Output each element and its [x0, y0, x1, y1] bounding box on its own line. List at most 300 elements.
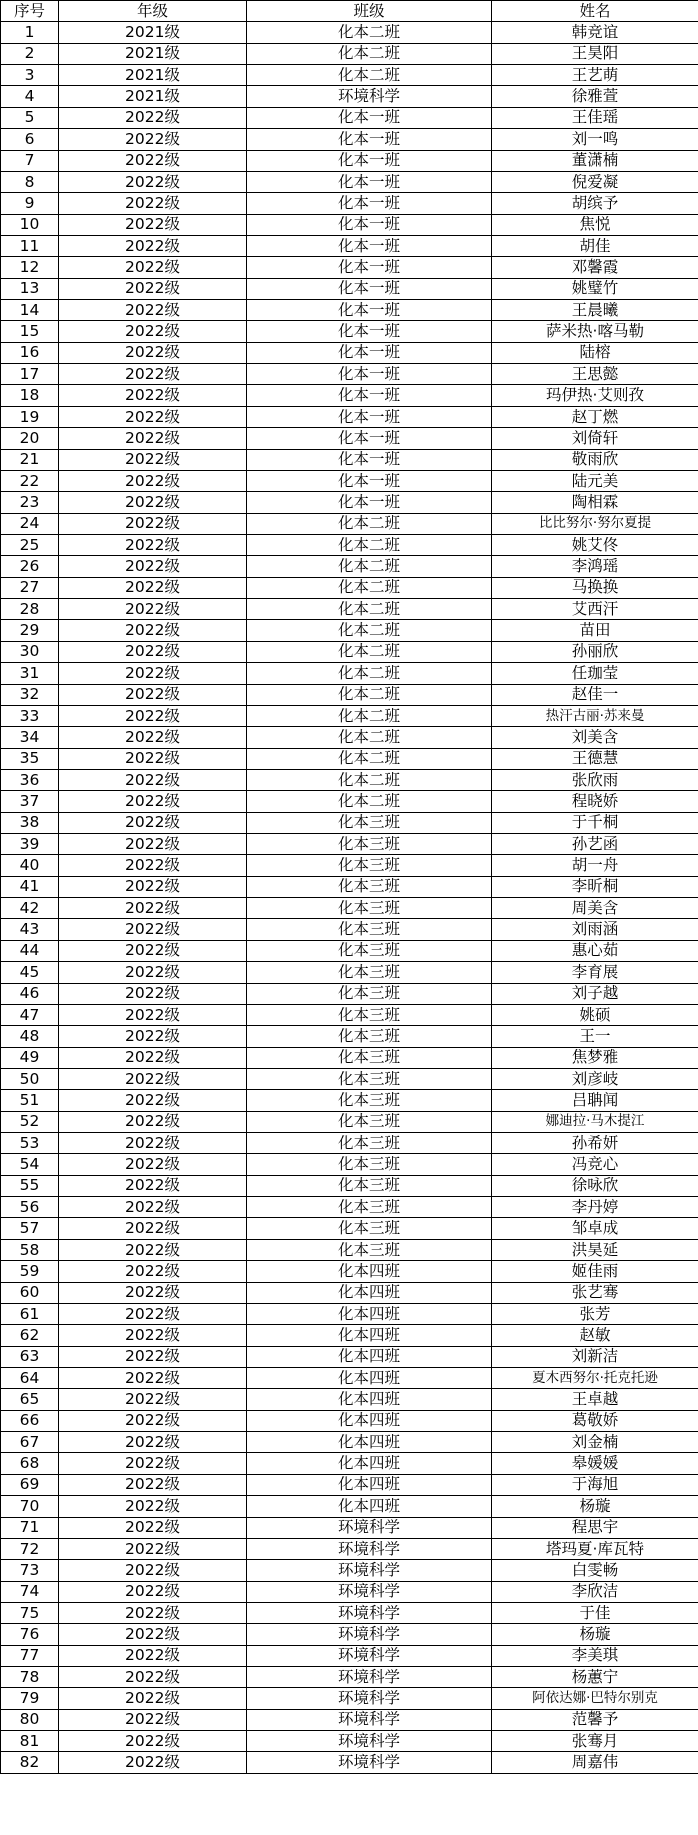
- row-grade-cell: 2022级: [59, 1453, 247, 1474]
- row-index-cell: 63: [1, 1346, 59, 1367]
- row-class-cell: 化本四班: [247, 1474, 492, 1495]
- row-index-cell: 58: [1, 1239, 59, 1260]
- row-name-cell: 阿依达娜·巴特尔别克: [492, 1688, 698, 1709]
- row-index-cell: 55: [1, 1175, 59, 1196]
- table-row: [1, 1538, 698, 1559]
- row-class-cell: 化本三班: [247, 876, 492, 897]
- row-grade-cell: 2022级: [59, 1538, 247, 1559]
- row-grade-cell: 2022级: [59, 1090, 247, 1111]
- row-index-cell: 15: [1, 321, 59, 342]
- table-row: [1, 428, 698, 449]
- row-name-cell: 胡一舟: [492, 855, 698, 876]
- row-name-cell: 孙丽欣: [492, 641, 698, 662]
- row-name-cell: 葛敬娇: [492, 1410, 698, 1431]
- row-index-cell: 33: [1, 705, 59, 726]
- row-grade-cell: 2022级: [59, 1474, 247, 1495]
- row-class-cell: 化本二班: [247, 727, 492, 748]
- table-row: [1, 1004, 698, 1025]
- table-row: [1, 278, 698, 299]
- row-index-cell: 8: [1, 171, 59, 192]
- row-index-cell: 43: [1, 919, 59, 940]
- table-row: [1, 876, 698, 897]
- row-grade-cell: 2022级: [59, 855, 247, 876]
- row-class-cell: 化本三班: [247, 1111, 492, 1132]
- table-row: [1, 1068, 698, 1089]
- row-grade-cell: 2022级: [59, 300, 247, 321]
- row-name-cell: 王卓越: [492, 1389, 698, 1410]
- table-row: [1, 150, 698, 171]
- row-index-cell: 5: [1, 107, 59, 128]
- row-grade-cell: 2022级: [59, 705, 247, 726]
- row-grade-cell: 2022级: [59, 1517, 247, 1538]
- row-name-cell: 孙希妍: [492, 1133, 698, 1154]
- row-name-cell: 程晓娇: [492, 791, 698, 812]
- row-index-cell: 71: [1, 1517, 59, 1538]
- row-index-cell: 42: [1, 898, 59, 919]
- table-row: [1, 321, 698, 342]
- table-row: [1, 556, 698, 577]
- row-name-cell: 胡佳: [492, 235, 698, 256]
- row-name-cell: 张艺骞: [492, 1282, 698, 1303]
- row-name-cell: 刘新洁: [492, 1346, 698, 1367]
- row-class-cell: 化本二班: [247, 748, 492, 769]
- table-row: [1, 107, 698, 128]
- row-grade-cell: 2022级: [59, 235, 247, 256]
- table-row: [1, 1261, 698, 1282]
- row-name-cell: 刘一鸣: [492, 129, 698, 150]
- header-index: 序号: [1, 1, 59, 22]
- row-name-cell: 皋媛媛: [492, 1453, 698, 1474]
- row-grade-cell: 2022级: [59, 1004, 247, 1025]
- row-grade-cell: 2022级: [59, 684, 247, 705]
- table-row: [1, 257, 698, 278]
- table-row: [1, 43, 698, 64]
- row-class-cell: 化本四班: [247, 1453, 492, 1474]
- row-grade-cell: 2022级: [59, 1154, 247, 1175]
- row-index-cell: 25: [1, 534, 59, 555]
- table-row: [1, 983, 698, 1004]
- row-name-cell: 李美琪: [492, 1645, 698, 1666]
- row-grade-cell: 2022级: [59, 556, 247, 577]
- row-class-cell: 化本四班: [247, 1368, 492, 1389]
- row-index-cell: 39: [1, 834, 59, 855]
- row-index-cell: 17: [1, 364, 59, 385]
- table-row: [1, 1218, 698, 1239]
- table-row: [1, 1303, 698, 1324]
- table-row: [1, 1090, 698, 1111]
- row-index-cell: 11: [1, 235, 59, 256]
- row-class-cell: 化本四班: [247, 1389, 492, 1410]
- row-index-cell: 37: [1, 791, 59, 812]
- table-row: [1, 962, 698, 983]
- row-grade-cell: 2022级: [59, 342, 247, 363]
- row-name-cell: 刘倚轩: [492, 428, 698, 449]
- row-index-cell: 12: [1, 257, 59, 278]
- row-index-cell: 19: [1, 406, 59, 427]
- table-row: [1, 834, 698, 855]
- row-grade-cell: 2022级: [59, 769, 247, 790]
- row-name-cell: 杨璇: [492, 1624, 698, 1645]
- row-class-cell: 化本一班: [247, 150, 492, 171]
- row-grade-cell: 2022级: [59, 1111, 247, 1132]
- row-class-cell: 化本三班: [247, 1239, 492, 1260]
- row-class-cell: 化本三班: [247, 1026, 492, 1047]
- row-grade-cell: 2022级: [59, 428, 247, 449]
- table-row: [1, 940, 698, 961]
- row-index-cell: 26: [1, 556, 59, 577]
- row-name-cell: 王昊阳: [492, 43, 698, 64]
- row-name-cell: 李丹婷: [492, 1197, 698, 1218]
- row-index-cell: 81: [1, 1731, 59, 1752]
- row-index-cell: 9: [1, 193, 59, 214]
- table-row: [1, 1325, 698, 1346]
- row-index-cell: 28: [1, 599, 59, 620]
- row-index-cell: 3: [1, 65, 59, 86]
- table-row: [1, 641, 698, 662]
- table-row: [1, 1709, 698, 1730]
- table-row: [1, 492, 698, 513]
- row-index-cell: 56: [1, 1197, 59, 1218]
- table-row: [1, 534, 698, 555]
- row-class-cell: 化本一班: [247, 321, 492, 342]
- row-index-cell: 41: [1, 876, 59, 897]
- row-index-cell: 80: [1, 1709, 59, 1730]
- row-class-cell: 化本三班: [247, 1175, 492, 1196]
- row-index-cell: 66: [1, 1410, 59, 1431]
- row-name-cell: 萨米热·喀马勒: [492, 321, 698, 342]
- row-class-cell: 化本三班: [247, 1154, 492, 1175]
- table-row: [1, 193, 698, 214]
- row-class-cell: 化本二班: [247, 641, 492, 662]
- row-grade-cell: 2022级: [59, 1645, 247, 1666]
- row-name-cell: 比比努尔·努尔夏提: [492, 513, 698, 534]
- header-row: [1, 1, 698, 22]
- row-grade-cell: 2022级: [59, 364, 247, 385]
- row-grade-cell: 2022级: [59, 1667, 247, 1688]
- row-class-cell: 化本四班: [247, 1261, 492, 1282]
- row-index-cell: 69: [1, 1474, 59, 1495]
- table-row: [1, 1560, 698, 1581]
- row-grade-cell: 2022级: [59, 1325, 247, 1346]
- table-row: [1, 1282, 698, 1303]
- row-class-cell: 化本一班: [247, 470, 492, 491]
- row-grade-cell: 2022级: [59, 1624, 247, 1645]
- row-grade-cell: 2022级: [59, 385, 247, 406]
- row-index-cell: 62: [1, 1325, 59, 1346]
- table-row: [1, 385, 698, 406]
- row-grade-cell: 2022级: [59, 1239, 247, 1260]
- row-grade-cell: 2021级: [59, 43, 247, 64]
- table-row: [1, 1432, 698, 1453]
- table-row: [1, 470, 698, 491]
- row-name-cell: 娜迪拉·马木提江: [492, 1111, 698, 1132]
- row-index-cell: 48: [1, 1026, 59, 1047]
- row-name-cell: 赵敏: [492, 1325, 698, 1346]
- row-class-cell: 化本一班: [247, 406, 492, 427]
- row-index-cell: 1: [1, 22, 59, 43]
- table-row: [1, 1346, 698, 1367]
- row-name-cell: 王佳瑶: [492, 107, 698, 128]
- row-index-cell: 44: [1, 940, 59, 961]
- row-grade-cell: 2022级: [59, 641, 247, 662]
- row-grade-cell: 2022级: [59, 1602, 247, 1623]
- row-grade-cell: 2022级: [59, 1432, 247, 1453]
- row-grade-cell: 2022级: [59, 620, 247, 641]
- row-grade-cell: 2022级: [59, 492, 247, 513]
- table-row: [1, 86, 698, 107]
- row-grade-cell: 2022级: [59, 599, 247, 620]
- row-grade-cell: 2021级: [59, 65, 247, 86]
- row-name-cell: 艾西汗: [492, 599, 698, 620]
- table-row: [1, 1389, 698, 1410]
- row-index-cell: 65: [1, 1389, 59, 1410]
- table-body: [1, 22, 698, 1773]
- table-row: [1, 1047, 698, 1068]
- row-grade-cell: 2022级: [59, 1731, 247, 1752]
- row-grade-cell: 2022级: [59, 406, 247, 427]
- header-grade: 年级: [59, 1, 247, 22]
- row-grade-cell: 2022级: [59, 449, 247, 470]
- row-index-cell: 82: [1, 1752, 59, 1773]
- table-row: [1, 919, 698, 940]
- row-index-cell: 53: [1, 1133, 59, 1154]
- row-class-cell: 化本一班: [247, 385, 492, 406]
- row-index-cell: 73: [1, 1560, 59, 1581]
- table-row: [1, 599, 698, 620]
- row-class-cell: 环境科学: [247, 1538, 492, 1559]
- row-index-cell: 40: [1, 855, 59, 876]
- row-name-cell: 王德慧: [492, 748, 698, 769]
- row-class-cell: 化本一班: [247, 107, 492, 128]
- row-grade-cell: 2022级: [59, 940, 247, 961]
- row-grade-cell: 2022级: [59, 919, 247, 940]
- row-grade-cell: 2022级: [59, 1068, 247, 1089]
- row-grade-cell: 2022级: [59, 321, 247, 342]
- row-class-cell: 化本三班: [247, 1047, 492, 1068]
- table-row: [1, 449, 698, 470]
- row-name-cell: 王思懿: [492, 364, 698, 385]
- row-index-cell: 64: [1, 1368, 59, 1389]
- row-class-cell: 化本二班: [247, 769, 492, 790]
- table-row: [1, 171, 698, 192]
- row-class-cell: 化本四班: [247, 1303, 492, 1324]
- row-index-cell: 16: [1, 342, 59, 363]
- row-index-cell: 23: [1, 492, 59, 513]
- row-name-cell: 周美含: [492, 898, 698, 919]
- row-class-cell: 化本三班: [247, 1133, 492, 1154]
- row-name-cell: 于千桐: [492, 812, 698, 833]
- row-index-cell: 22: [1, 470, 59, 491]
- row-class-cell: 化本一班: [247, 342, 492, 363]
- row-class-cell: 化本一班: [247, 364, 492, 385]
- row-name-cell: 苗田: [492, 620, 698, 641]
- row-name-cell: 李育展: [492, 962, 698, 983]
- table-row: [1, 1453, 698, 1474]
- row-index-cell: 61: [1, 1303, 59, 1324]
- row-name-cell: 姚艾佟: [492, 534, 698, 555]
- table-row: [1, 235, 698, 256]
- table-row: [1, 1731, 698, 1752]
- row-grade-cell: 2022级: [59, 1303, 247, 1324]
- row-name-cell: 杨蕙宁: [492, 1667, 698, 1688]
- row-class-cell: 化本一班: [247, 193, 492, 214]
- row-class-cell: 化本三班: [247, 1090, 492, 1111]
- row-name-cell: 姚璧竹: [492, 278, 698, 299]
- row-index-cell: 45: [1, 962, 59, 983]
- row-name-cell: 姚硕: [492, 1004, 698, 1025]
- row-grade-cell: 2022级: [59, 791, 247, 812]
- row-class-cell: 化本三班: [247, 898, 492, 919]
- row-name-cell: 李昕桐: [492, 876, 698, 897]
- table-row: [1, 1111, 698, 1132]
- row-class-cell: 化本二班: [247, 791, 492, 812]
- row-name-cell: 玛伊热·艾则孜: [492, 385, 698, 406]
- row-grade-cell: 2022级: [59, 278, 247, 299]
- table-row: [1, 1197, 698, 1218]
- row-class-cell: 环境科学: [247, 1560, 492, 1581]
- row-index-cell: 31: [1, 663, 59, 684]
- row-index-cell: 49: [1, 1047, 59, 1068]
- row-name-cell: 任珈莹: [492, 663, 698, 684]
- row-class-cell: 环境科学: [247, 86, 492, 107]
- row-name-cell: 马换换: [492, 577, 698, 598]
- row-class-cell: 化本二班: [247, 65, 492, 86]
- row-name-cell: 胡缤予: [492, 193, 698, 214]
- row-class-cell: 化本二班: [247, 663, 492, 684]
- row-index-cell: 24: [1, 513, 59, 534]
- row-grade-cell: 2022级: [59, 513, 247, 534]
- row-name-cell: 刘子越: [492, 983, 698, 1004]
- table-row: [1, 22, 698, 43]
- row-index-cell: 38: [1, 812, 59, 833]
- row-class-cell: 化本四班: [247, 1325, 492, 1346]
- header-class: 班级: [247, 1, 492, 22]
- row-name-cell: 洪昊延: [492, 1239, 698, 1260]
- row-name-cell: 董潇楠: [492, 150, 698, 171]
- row-name-cell: 刘彦岐: [492, 1068, 698, 1089]
- row-name-cell: 孙艺函: [492, 834, 698, 855]
- row-grade-cell: 2022级: [59, 1389, 247, 1410]
- row-name-cell: 张芳: [492, 1303, 698, 1324]
- row-class-cell: 化本二班: [247, 534, 492, 555]
- table-row: [1, 1474, 698, 1495]
- row-class-cell: 化本三班: [247, 834, 492, 855]
- row-class-cell: 化本三班: [247, 1004, 492, 1025]
- row-index-cell: 35: [1, 748, 59, 769]
- row-index-cell: 14: [1, 300, 59, 321]
- row-index-cell: 52: [1, 1111, 59, 1132]
- row-index-cell: 60: [1, 1282, 59, 1303]
- row-class-cell: 化本一班: [247, 428, 492, 449]
- row-class-cell: 化本三班: [247, 919, 492, 940]
- row-name-cell: 焦梦雅: [492, 1047, 698, 1068]
- table-row: [1, 791, 698, 812]
- row-index-cell: 67: [1, 1432, 59, 1453]
- row-grade-cell: 2022级: [59, 150, 247, 171]
- row-class-cell: 化本一班: [247, 129, 492, 150]
- row-class-cell: 化本三班: [247, 940, 492, 961]
- row-index-cell: 21: [1, 449, 59, 470]
- row-index-cell: 57: [1, 1218, 59, 1239]
- row-grade-cell: 2022级: [59, 577, 247, 598]
- row-name-cell: 徐咏欣: [492, 1175, 698, 1196]
- row-grade-cell: 2021级: [59, 22, 247, 43]
- row-grade-cell: 2022级: [59, 962, 247, 983]
- row-grade-cell: 2022级: [59, 171, 247, 192]
- row-grade-cell: 2022级: [59, 1752, 247, 1773]
- row-name-cell: 王一: [492, 1026, 698, 1047]
- table-row: [1, 1688, 698, 1709]
- row-index-cell: 4: [1, 86, 59, 107]
- table-row: [1, 1239, 698, 1260]
- row-index-cell: 32: [1, 684, 59, 705]
- row-class-cell: 化本一班: [247, 449, 492, 470]
- row-index-cell: 47: [1, 1004, 59, 1025]
- row-name-cell: 热汗古丽·苏来曼: [492, 705, 698, 726]
- row-class-cell: 化本一班: [247, 492, 492, 513]
- row-grade-cell: 2022级: [59, 129, 247, 150]
- row-name-cell: 于海旭: [492, 1474, 698, 1495]
- row-grade-cell: 2021级: [59, 86, 247, 107]
- table-row: [1, 1368, 698, 1389]
- header-name: 姓名: [492, 1, 698, 22]
- table-row: [1, 1154, 698, 1175]
- row-grade-cell: 2022级: [59, 214, 247, 235]
- table-row: [1, 1026, 698, 1047]
- table-row: [1, 300, 698, 321]
- row-class-cell: 化本一班: [247, 214, 492, 235]
- row-name-cell: 赵丁燃: [492, 406, 698, 427]
- row-name-cell: 冯竞心: [492, 1154, 698, 1175]
- table-row: [1, 769, 698, 790]
- row-grade-cell: 2022级: [59, 1368, 247, 1389]
- row-name-cell: 姬佳雨: [492, 1261, 698, 1282]
- table-row: [1, 364, 698, 385]
- row-class-cell: 环境科学: [247, 1709, 492, 1730]
- table-row: [1, 1624, 698, 1645]
- row-name-cell: 陆元美: [492, 470, 698, 491]
- row-index-cell: 76: [1, 1624, 59, 1645]
- row-class-cell: 环境科学: [247, 1752, 492, 1773]
- row-index-cell: 77: [1, 1645, 59, 1666]
- row-class-cell: 环境科学: [247, 1688, 492, 1709]
- row-grade-cell: 2022级: [59, 1410, 247, 1431]
- row-grade-cell: 2022级: [59, 1175, 247, 1196]
- table-row: [1, 684, 698, 705]
- table-row: [1, 1133, 698, 1154]
- row-class-cell: 化本二班: [247, 620, 492, 641]
- row-class-cell: 环境科学: [247, 1731, 492, 1752]
- row-class-cell: 化本四班: [247, 1346, 492, 1367]
- row-grade-cell: 2022级: [59, 1218, 247, 1239]
- row-name-cell: 张欣雨: [492, 769, 698, 790]
- row-class-cell: 环境科学: [247, 1581, 492, 1602]
- row-grade-cell: 2022级: [59, 534, 247, 555]
- table-row: [1, 620, 698, 641]
- row-index-cell: 78: [1, 1667, 59, 1688]
- row-name-cell: 刘美含: [492, 727, 698, 748]
- row-index-cell: 27: [1, 577, 59, 598]
- table-row: [1, 1645, 698, 1666]
- row-index-cell: 75: [1, 1602, 59, 1623]
- row-name-cell: 塔玛夏·库瓦特: [492, 1538, 698, 1559]
- row-class-cell: 化本一班: [247, 300, 492, 321]
- row-grade-cell: 2022级: [59, 1133, 247, 1154]
- row-class-cell: 化本三班: [247, 983, 492, 1004]
- row-name-cell: 张骞月: [492, 1731, 698, 1752]
- table-row: [1, 663, 698, 684]
- row-name-cell: 邹卓成: [492, 1218, 698, 1239]
